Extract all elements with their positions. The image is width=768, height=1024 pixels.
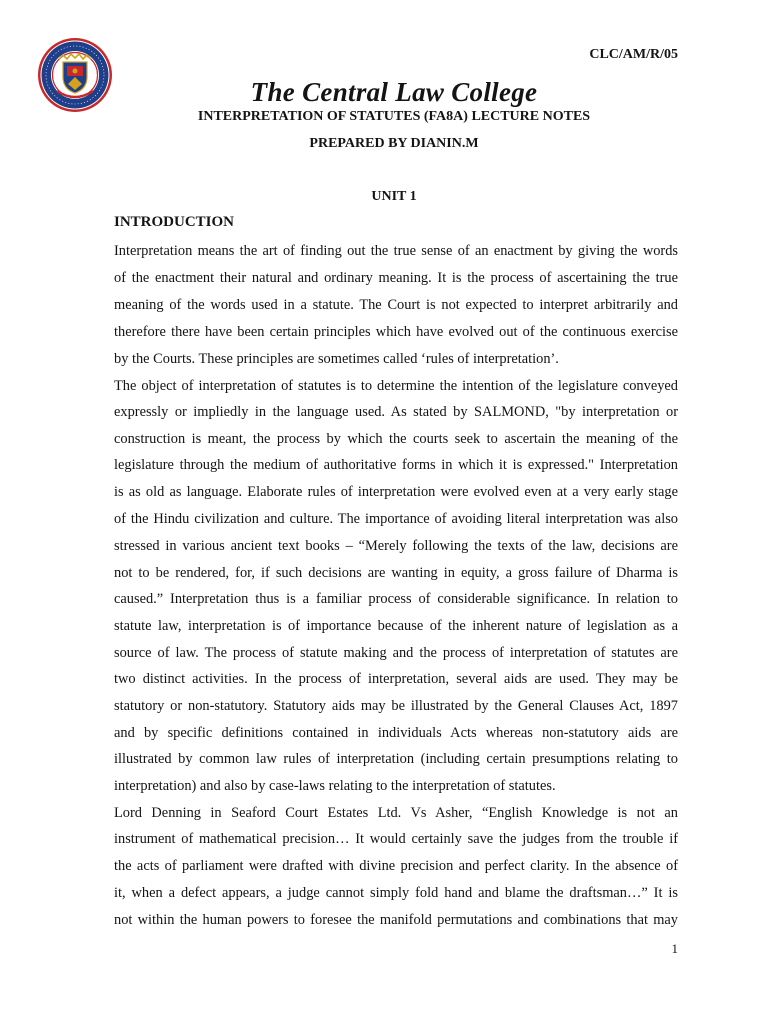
body-text-line: therefore there have been certain principles which have evolved out of the continuous exercise (114, 324, 678, 340)
author-line: PREPARED BY DIANIN.M (309, 136, 479, 151)
section-heading: INTRODUCTION (114, 214, 235, 230)
body-text-line: the acts of parliament were drafted with divine precision and perfect clarity. In the absence of (114, 858, 678, 874)
body-text-line: and by specific definitions contained in individuals Acts whereas non-statutory aids are (114, 725, 678, 741)
body-text-line: meaning of the words used in a statute. The Court is not expected to interpret arbitrarily and (114, 297, 678, 313)
body-text-line: caused.” Interpretation thus is a familiar process of considerable significance. In relation to (114, 591, 678, 607)
body-text-line: of the enactment their natural and ordinary meaning. It is the process of ascertaining the true (114, 270, 678, 286)
body-text-line: statute law, interpretation is of importance because of the inherent nature of legislation as a (114, 618, 678, 634)
body-text-line: construction is meant, the process by which the courts seek to ascertain the meaning of the (114, 431, 678, 447)
body-text-line: is as old as language. Elaborate rules of interpretation were evolved even at a very early stage (114, 484, 678, 500)
page-number: 1 (671, 941, 678, 956)
body-text-line: not to be rendered, for, if such decisions are wanting in equity, a gross failure of Dharma is (114, 565, 678, 581)
body-text-line: Lord Denning in Seaford Court Estates Ltd. Vs Asher, “English Knowledge is not an (114, 805, 678, 821)
body-text-line: illustrated by common law rules of interpretation (including certain presumptions relating to (114, 751, 678, 767)
body-text-line: by the Courts. These principles are sometimes called ‘rules of interpretation’. (114, 351, 559, 367)
body-text-line: instrument of mathematical precision… It would certainly save the judges from the trouble if (114, 831, 678, 847)
body-text-line: not within the human powers to foresee the manifold permutations and combinations that may (114, 912, 678, 928)
body-text-line: statutory or non-statutory. Statutory aids may be illustrated by the General Clauses Act, 1897 (114, 698, 678, 714)
course-title: INTERPRETATION OF STATUTES (FA8A) LECTURE NOTES (197, 109, 591, 124)
body-text-line: interpretation) and also by case-laws relating to the interpretation of statutes. (114, 778, 556, 794)
body-text-line: two distinct activities. In the process of interpretation, several aids are used. They may be (114, 671, 678, 687)
body-text-line: stressed in various ancient text books – “Merely following the texts of the law, decisions are (114, 538, 678, 554)
body-text-line: it, when a defect appears, a judge cannot simply fold hand and blame the draftsman…” It is (114, 885, 678, 901)
body-text-line: expressly or impliedly in the language used. As stated by SALMOND, "by interpretation or (114, 404, 678, 420)
unit-title: UNIT 1 (371, 189, 417, 204)
body-text-line: legislature through the medium of authoritative forms in which it is expressed." Interpretation (114, 457, 678, 473)
body-text-line: of the Hindu civilization and culture. The importance of avoiding literal interpretation was also (114, 511, 678, 527)
document-reference-code: CLC/AM/R/05 (589, 47, 678, 62)
college-name-title: The Central Law College (250, 77, 538, 107)
body-text-line: source of law. The process of statute making and the process of interpretation of statutes are (114, 645, 678, 661)
body-text-line: The object of interpretation of statutes is to determine the intention of the legislature conveyed (114, 378, 678, 394)
body-text-line: Interpretation means the art of finding out the true sense of an enactment by giving the words (114, 243, 678, 259)
